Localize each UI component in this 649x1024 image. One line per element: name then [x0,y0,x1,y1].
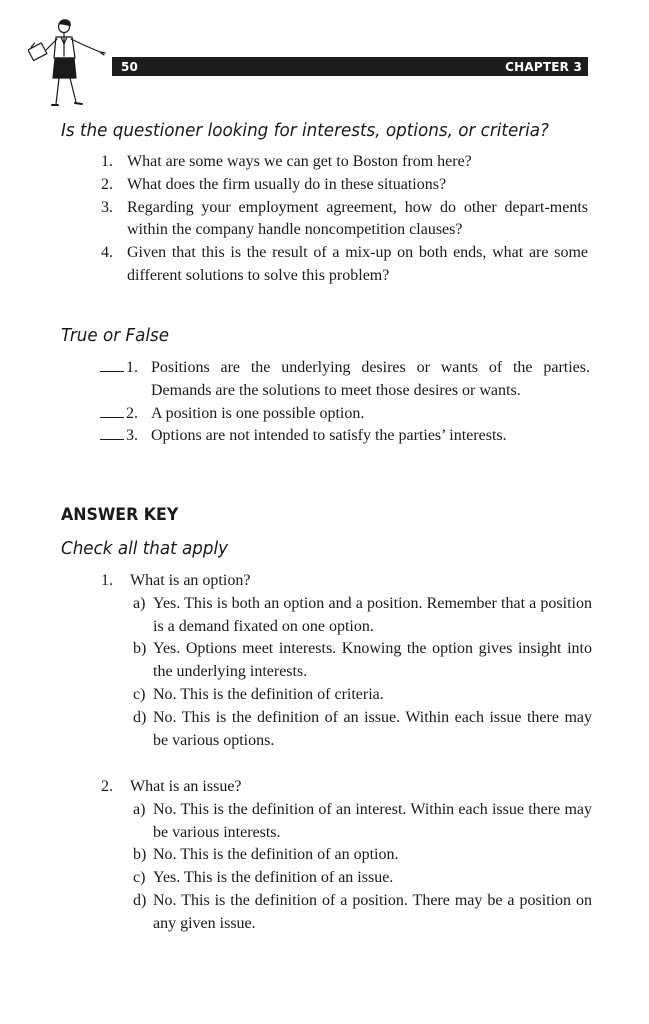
answer-blank[interactable] [100,357,124,372]
answer-option [133,890,592,936]
answer-blank[interactable] [100,403,124,418]
option-letter: a) [133,594,146,612]
option-letter: d) [133,708,147,726]
answer-option [133,593,592,639]
item-number: 3. [126,427,138,445]
question-number: 1. [101,572,113,589]
option-text: Yes. Options meet interests. Knowing the option gives insight into the underlying interests. [153,640,592,681]
list-item [101,197,588,243]
businesswoman-illustration [28,18,114,110]
item-text: What are some ways we can get to Boston from here? [127,153,472,170]
answer-option [133,867,592,890]
quiz-question-title: Is the questioner looking for interests, options, or criteria? [61,120,549,141]
answer-key-heading: ANSWER KEY [61,505,179,525]
question-text: What is an option? [130,572,251,589]
question-row [101,570,592,593]
option-text: No. This is the definition of an interest. Within each issue there may be various interests. [153,800,592,841]
item-text: Regarding your employment agreement, how do other depart-ments within the company handle noncompetition clauses? [127,198,588,239]
item-text: Given that this is the result of a mix-up on both ends, what are some different solutions to solve this problem? [127,244,588,284]
list-item [100,425,590,448]
item-text: What does the firm usually do in these situations? [127,175,447,193]
item-number: 1. [101,153,113,170]
option-text: No. This is the definition of an issue. Within each issue there may be various options. [153,708,592,749]
answer-option [133,799,592,845]
list-item [100,357,590,403]
item-text: A position is one possible option. [151,404,365,422]
item-text: Options are not intended to satisfy the parties’ interests. [151,427,507,445]
list-item [101,151,588,174]
item-number: 4. [101,244,113,262]
option-letter: c) [133,685,146,703]
true-false-title: True or False [61,325,170,346]
answer-question-2 [101,776,592,936]
question-number: 2. [101,778,113,795]
option-letter: b) [133,846,147,864]
list-item [101,242,588,288]
option-letter: d) [133,891,147,909]
answer-question-1 [101,570,592,752]
option-letter: a) [133,800,146,818]
item-number: 3. [101,198,113,216]
chapter-label: CHAPTER 3 [505,59,582,74]
option-letter: b) [133,640,147,658]
item-number: 1. [126,359,138,376]
question-text: What is an issue? [130,778,242,795]
item-text: Positions are the underlying desires or wants of the parties. Demands are the solutions to meet those desires or wants. [151,359,590,399]
answer-option [133,638,592,684]
answer-option [133,707,592,753]
option-text: Yes. This is the definition of an issue. [153,869,394,887]
answer-option [133,684,592,707]
true-false-list [100,357,590,448]
option-text: No. This is the definition of a position. There may be a position on any given issue. [153,891,592,932]
answer-key-subtitle: Check all that apply [61,538,229,559]
item-number: 2. [101,175,113,193]
answer-option [133,844,592,867]
question-row [101,776,592,799]
option-text: Yes. This is both an option and a position. Remember that a position is a demand fixated on one option. [153,594,592,635]
option-text: No. This is the definition of an option. [153,846,399,864]
quiz-list [101,151,588,288]
list-item [101,174,588,197]
page-number: 50 [121,59,139,74]
running-header-bar [112,57,588,76]
option-text: No. This is the definition of criteria. [153,685,384,703]
list-item [100,403,590,426]
option-letter: c) [133,869,146,887]
answer-blank[interactable] [100,425,124,440]
item-number: 2. [126,404,138,422]
